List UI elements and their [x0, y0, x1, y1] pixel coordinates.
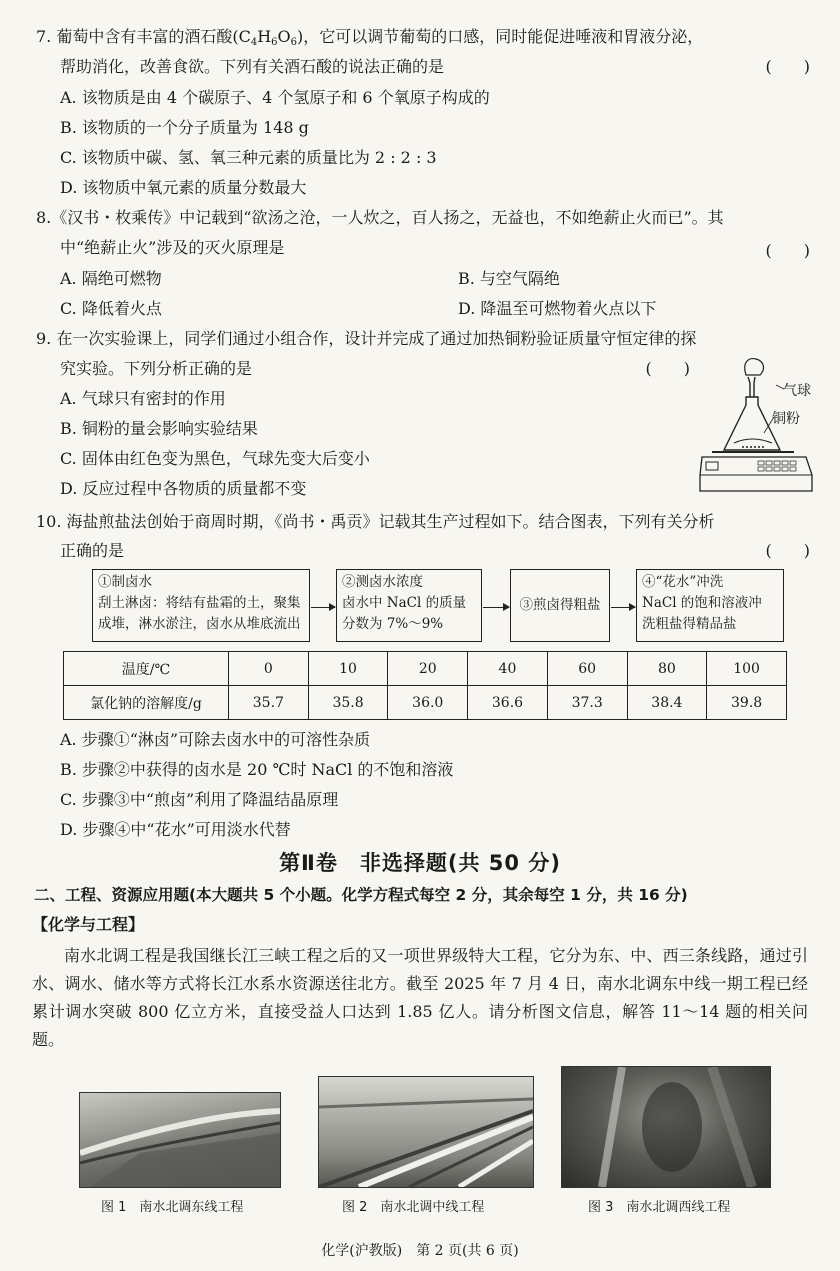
q7-stem-line2: 帮助消化，改善食欲。下列有关酒石酸的说法正确的是 — [60, 57, 445, 76]
table-cell: 37.3 — [547, 686, 627, 720]
passage: 南水北调工程是我国继长江三峡工程之后的又一项世界级特大工程，它分为东、中、西三条线路，通过引水、调水、储水等方式将长江水系水资源送往北方。截至 2025 年 7 月 4 日，南水北调东中线一期工程已经累计调水突破 800 亿立方米，直接受益人口达到 1.85 亿人。请分析图文信息，解答 11～14 题的相关问题。 — [32, 946, 808, 1049]
table-cell: 39.8 — [707, 686, 787, 720]
q9-option-a: A. 气球只有密封的作用 — [60, 389, 226, 408]
q9-stem-line2: 究实验。下列分析正确的是 — [60, 359, 253, 378]
flow-step1-line2: 成堆，淋水淤注，卤水从堆底流出 — [98, 616, 301, 632]
flow-step1-line1: 刮土淋卤：将结有盐霜的土，聚集 — [98, 595, 301, 611]
q7-option-a: A. 该物质是由 4 个碳原子、4 个氢原子和 6 个氧原子构成的 — [60, 88, 490, 107]
q10-option-c: C. 步骤③中“煎卤”利用了降温结晶原理 — [60, 790, 339, 809]
balloon-label: 气球 — [783, 383, 811, 399]
q8-option-a: A. 隔绝可燃物 — [60, 269, 162, 288]
q7-option-d: D. 该物质中氧元素的质量分数最大 — [60, 178, 307, 197]
figure1-photo — [79, 1092, 281, 1188]
table-row — [64, 686, 787, 720]
topic-heading: 【化学与工程】 — [32, 915, 145, 934]
q8-stem-line1: 8.《汉书・枚乘传》中记载到“欲汤之沧，一人炊之，百人扬之，无益也，不如绝薪止火而已”。其 — [36, 208, 724, 227]
table-cell: 80 — [627, 652, 707, 686]
page-footer: 化学(沪教版) 第 2 页(共 6 页) — [321, 1243, 519, 1259]
table-cell: 36.6 — [468, 686, 548, 720]
table-cell: 10 — [308, 652, 388, 686]
q9-stem-line1: 9. 在一次实验课上，同学们通过小组合作，设计并完成了通过加热铜粉验证质量守恒定律的探 — [36, 329, 697, 348]
q7-stem-line1: 7. 葡萄中含有丰富的酒石酸$(C_4H_6O_6)$，它可以调节葡萄的口感，同时能促进唾液和胃液分泌， — [36, 27, 704, 48]
table-row — [64, 652, 787, 686]
flow-step4-line1: NaCl 的饱和溶液冲 — [642, 595, 762, 611]
q9-option-c: C. 固体由红色变为黑色，气球先变大后变小 — [60, 449, 370, 468]
q8-option-b: B. 与空气隔绝 — [458, 269, 560, 288]
flow-step3-text: ③煎卤得粗盐 — [519, 597, 601, 613]
figure1-caption: 图 1 南水北调东线工程 — [101, 1200, 244, 1215]
flow-step2-box — [336, 569, 482, 642]
figure3-photo — [561, 1066, 771, 1188]
table-cell: 35.7 — [229, 686, 309, 720]
q10-option-d: D. 步骤④中“花水”可用淡水代替 — [60, 820, 291, 839]
q10-option-a: A. 步骤①“淋卤”可除去卤水中的可溶性杂质 — [60, 730, 371, 749]
table-cell: 40 — [468, 652, 548, 686]
q7-option-c: C. 该物质中碳、氢、氧三种元素的质量比为 2 : 2 : 3 — [60, 148, 437, 167]
q7-option-b: B. 该物质的一个分子质量为 148 g — [60, 118, 309, 137]
q8-option-d: D. 降温至可燃物着火点以下 — [458, 299, 657, 318]
q8-answer-paren: ( ) — [765, 241, 810, 260]
q10-option-b: B. 步骤②中获得的卤水是 20 ℃时 NaCl 的不饱和溶液 — [60, 760, 454, 779]
table-cell: 36.0 — [388, 686, 468, 720]
flow-step4-line2: 洗粗盐得精品盐 — [642, 616, 737, 632]
q7-answer-paren: ( ) — [765, 57, 810, 76]
figure2-photo — [318, 1076, 534, 1188]
q9-option-b: B. 铜粉的量会影响实验结果 — [60, 419, 258, 438]
table-cell: 100 — [707, 652, 787, 686]
flow-step2-line1: 卤水中 NaCl 的质量 — [342, 595, 467, 611]
q9-option-d: D. 反应过程中各物质的质量都不变 — [60, 479, 307, 498]
q8-stem-line2: 中“绝薪止火”涉及的灭火原理是 — [60, 238, 285, 257]
part2-title: 第Ⅱ卷 非选择题(共 50 分) — [279, 851, 561, 875]
table-cell: 35.8 — [308, 686, 388, 720]
table-header-solubility: 氯化钠的溶解度/g — [64, 686, 229, 720]
solubility-table — [63, 651, 787, 720]
flow-step2-line2: 分数为 7%～9% — [342, 616, 444, 632]
table-cell: 60 — [547, 652, 627, 686]
q8-option-c: C. 降低着火点 — [60, 299, 162, 318]
figure2-caption: 图 2 南水北调中线工程 — [342, 1200, 485, 1215]
table-cell: 38.4 — [627, 686, 707, 720]
flow-arrow — [483, 607, 509, 608]
table-cell: 20 — [388, 652, 468, 686]
flow-step1-title: ①制卤水 — [98, 574, 152, 590]
figure3-caption: 图 3 南水北调西线工程 — [588, 1200, 731, 1215]
table-header-temperature: 温度/℃ — [64, 652, 229, 686]
flow-step4-title: ④“花水”冲洗 — [642, 574, 724, 590]
flow-step2-title: ②测卤水浓度 — [342, 574, 423, 590]
flow-step3-box — [510, 569, 610, 642]
q10-stem-line1: 10. 海盐煎盐法创始于商周时期，《尚书・禹贡》记载其生产过程如下。结合图表，下列有关分析 — [36, 512, 715, 531]
section-heading: 二、工程、资源应用题(本大题共 5 个小题。化学方程式每空 2 分，其余每空 1 分，共 16 分) — [34, 886, 688, 904]
flow-arrow — [611, 607, 635, 608]
copper-powder-label: 铜粉 — [772, 411, 800, 427]
q10-stem-line2: 正确的是 — [60, 541, 125, 560]
flow-arrow — [311, 607, 335, 608]
table-cell: 0 — [229, 652, 309, 686]
q9-answer-paren: ( ) — [645, 359, 690, 378]
flow-step1-box — [92, 569, 310, 642]
q10-answer-paren: ( ) — [765, 541, 810, 560]
flow-step4-box — [636, 569, 784, 642]
